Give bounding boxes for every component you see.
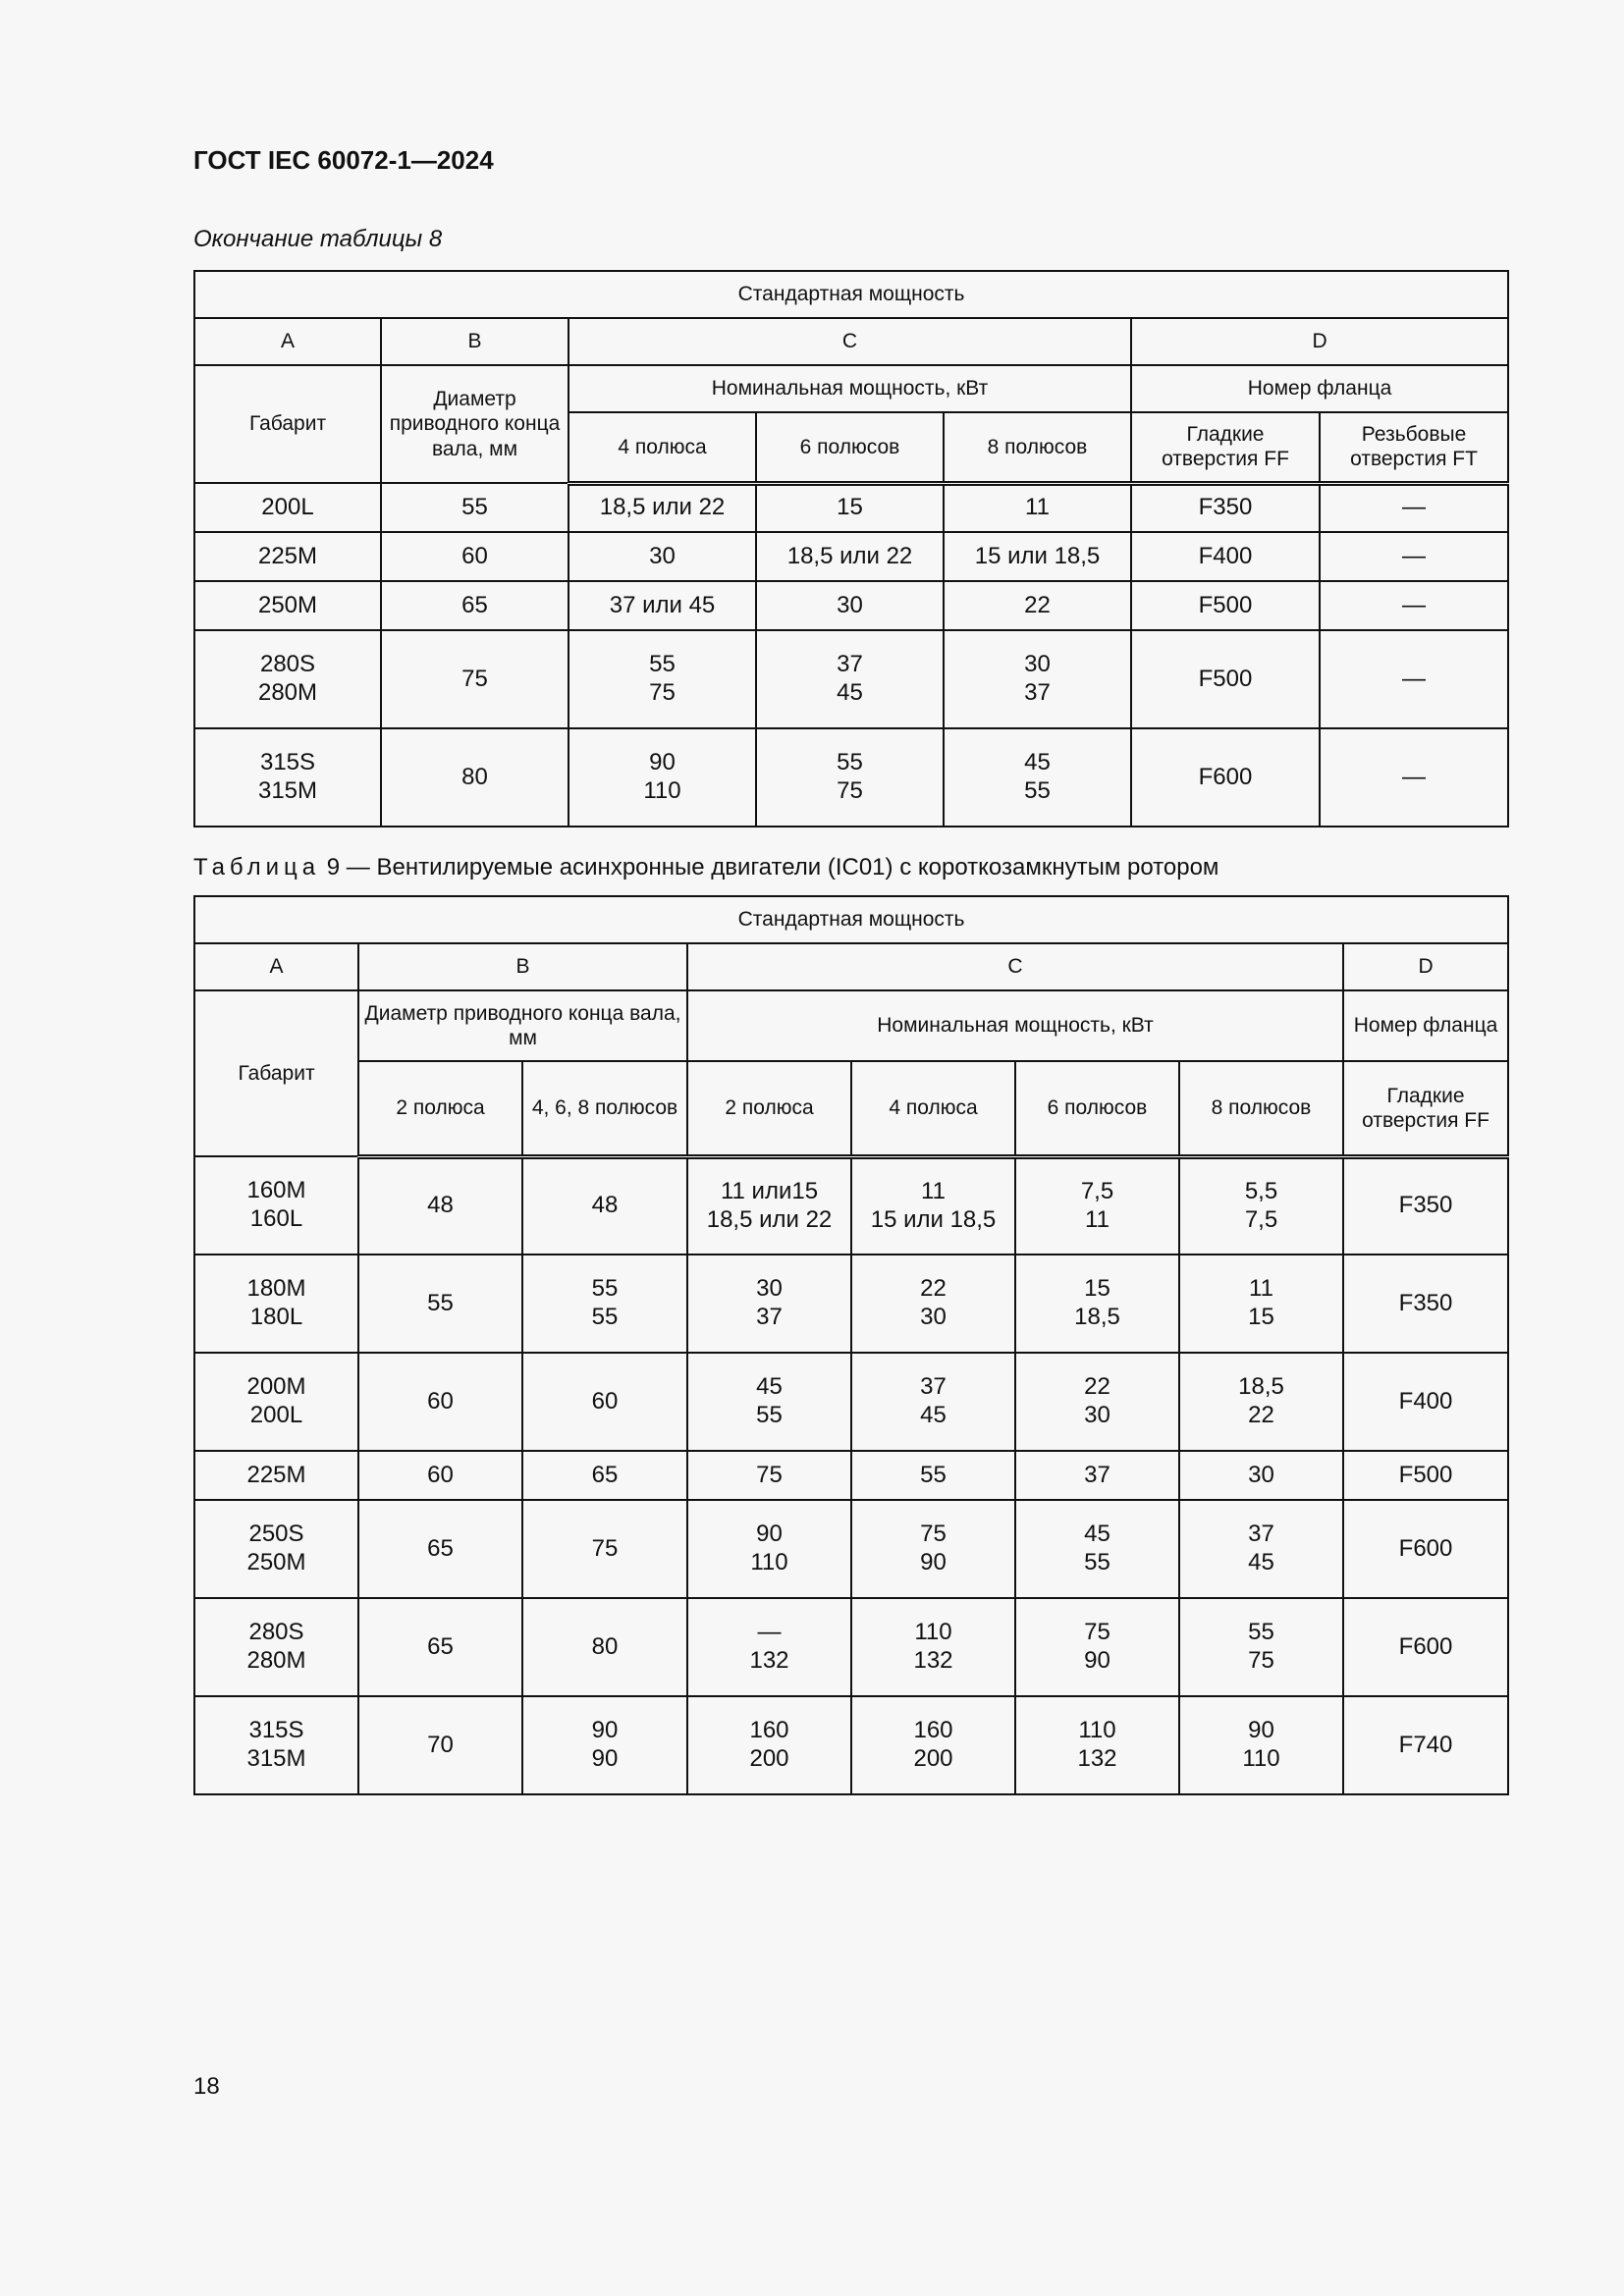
cell-ff: F500: [1131, 581, 1320, 630]
cell-p6-line: 18,5: [1074, 1304, 1120, 1330]
cell-p4-line: 75: [649, 679, 676, 706]
cell-p2: [687, 1255, 851, 1353]
cell-gabarit: [194, 1255, 358, 1353]
table9-sub-4-poles: 4 полюса: [851, 1061, 1015, 1156]
cell-gabarit-line: 200L: [249, 1402, 303, 1428]
cell-gabarit-line: 315M: [246, 1745, 306, 1772]
cell-p6: 15: [756, 483, 944, 532]
cell-ff: F740: [1343, 1696, 1508, 1794]
table9-title: Стандартная мощность: [194, 896, 1508, 943]
cell-diameter: 75: [381, 630, 568, 728]
cell-p4-line: 75: [920, 1521, 947, 1548]
cell-d468: [522, 1255, 687, 1353]
table8-sub-4-poles: 4 полюса: [568, 412, 756, 483]
cell-p6: [1015, 1696, 1179, 1794]
cell-p2-line: 30: [756, 1275, 783, 1303]
table9-sub-8-poles: 8 полюсов: [1179, 1061, 1343, 1156]
table9-col-diameter: Диаметр приводного конца вала, мм: [358, 990, 687, 1061]
cell-d468: 60: [522, 1353, 687, 1451]
cell-gabarit: [194, 1156, 358, 1255]
cell-p8-line: 37: [1248, 1521, 1274, 1548]
cell-p6-line: 11: [1085, 1205, 1110, 1233]
cell-ft: —: [1320, 532, 1508, 581]
cell-ff: F350: [1343, 1255, 1508, 1353]
cell-p8-line: 55: [1024, 777, 1051, 804]
cell-p8: [1179, 1598, 1343, 1696]
cell-diameter: 80: [381, 728, 568, 827]
cell-p4-line: 37: [920, 1373, 947, 1401]
cell-gabarit: 225M: [194, 1451, 358, 1500]
cell-p8: [1179, 1500, 1343, 1598]
cell-p6: [756, 630, 944, 728]
cell-p6: [1015, 1598, 1179, 1696]
table-row: [194, 483, 1508, 532]
cell-gabarit-line: 160M: [246, 1177, 306, 1204]
table9-letter-a: A: [194, 943, 358, 990]
cell-gabarit: [194, 1598, 358, 1696]
cell-p6-line: 45: [837, 679, 863, 706]
table-9: [193, 895, 1509, 1795]
cell-gabarit-line: 180L: [249, 1304, 303, 1330]
table8-col-power: Номинальная мощность, кВт: [568, 365, 1131, 412]
table9-caption-label: Таблица: [193, 854, 321, 881]
table9-letter-b: B: [358, 943, 687, 990]
table9-body: [194, 1156, 1508, 1794]
cell-p2-line: 200: [749, 1745, 789, 1772]
table8-body: [194, 483, 1508, 827]
cell-ff: F350: [1131, 483, 1320, 532]
cell-p4: [568, 728, 756, 827]
cell-ft: —: [1320, 581, 1508, 630]
cell-d468-line: 90: [591, 1745, 619, 1772]
cell-ff: F400: [1343, 1353, 1508, 1451]
table-row: [194, 532, 1508, 581]
cell-gabarit-line: 315M: [257, 777, 318, 804]
table8-sub-threaded-holes: Резьбовые отверстия FT: [1320, 412, 1508, 483]
cell-p6-line: 75: [1084, 1619, 1110, 1646]
cell-ft: —: [1320, 630, 1508, 728]
cell-p6: [1015, 1353, 1179, 1451]
table8-col-gabarit: Габарит: [194, 365, 381, 483]
cell-p4-line: 90: [920, 1549, 947, 1575]
cell-diameter: 65: [381, 581, 568, 630]
cell-p6-line: 75: [837, 777, 863, 804]
cell-gabarit-line: 315S: [248, 1717, 304, 1744]
table-row: [194, 1500, 1508, 1598]
cell-gabarit: 200L: [194, 483, 381, 532]
cell-ff: F400: [1131, 532, 1320, 581]
cell-d2: 48: [358, 1156, 522, 1255]
cell-diameter: 55: [381, 483, 568, 532]
cell-p2-line: 55: [756, 1402, 783, 1428]
cell-p8-line: 15: [1248, 1304, 1274, 1330]
cell-p6: [1015, 1255, 1179, 1353]
table-row: [194, 1696, 1508, 1794]
cell-p8-line: 90: [1248, 1717, 1274, 1744]
cell-p2: [687, 1156, 851, 1255]
cell-d468: [522, 1696, 687, 1794]
cell-p2: [687, 1696, 851, 1794]
cell-p8: [944, 630, 1131, 728]
cell-d468: 48: [522, 1156, 687, 1255]
table9-sub-6-poles: 6 полюсов: [1015, 1061, 1179, 1156]
cell-p8-line: 55: [1248, 1619, 1274, 1646]
cell-diameter: 60: [381, 532, 568, 581]
cell-p8: [1179, 1156, 1343, 1255]
cell-ff: F500: [1131, 630, 1320, 728]
cell-p4: 30: [568, 532, 756, 581]
table8-title: Стандартная мощность: [194, 271, 1508, 318]
cell-p2-line: 45: [756, 1373, 783, 1401]
table8-col-flange: Номер фланца: [1131, 365, 1508, 412]
cell-gabarit-line: 280S: [248, 1619, 304, 1646]
cell-ft: —: [1320, 483, 1508, 532]
cell-p8-line: 110: [1242, 1745, 1280, 1772]
cell-p4-line: 160: [913, 1717, 953, 1744]
cell-p6-line: 22: [1084, 1373, 1110, 1401]
cell-p8-line: 45: [1248, 1549, 1274, 1575]
cell-p6: 37: [1015, 1451, 1179, 1500]
cell-d468-line: 55: [591, 1275, 619, 1303]
table8-sub-6-poles: 6 полюсов: [756, 412, 944, 483]
cell-p8-line: 30: [1024, 651, 1051, 678]
cell-gabarit-line: 200M: [246, 1373, 306, 1401]
cell-p4-line: 45: [920, 1402, 947, 1428]
cell-p4: 55: [851, 1451, 1015, 1500]
table9-sub-diameter-468-poles: 4, 6, 8 полюсов: [522, 1061, 687, 1156]
cell-p6-line: 132: [1077, 1745, 1117, 1772]
table8-caption: Окончание таблицы 8: [193, 226, 443, 252]
cell-p6: [1015, 1156, 1179, 1255]
cell-p4: [568, 630, 756, 728]
cell-p2-line: 11 или15: [720, 1177, 819, 1204]
table9-col-power: Номинальная мощность, кВт: [687, 990, 1343, 1061]
cell-p6-line: 55: [837, 749, 863, 776]
cell-d2: 70: [358, 1696, 522, 1794]
cell-p6-line: 55: [1084, 1549, 1110, 1575]
cell-d2: 55: [358, 1255, 522, 1353]
cell-p8-line: 22: [1248, 1402, 1274, 1428]
cell-p4-line: 132: [913, 1647, 953, 1674]
cell-p2: 75: [687, 1451, 851, 1500]
cell-p4: [851, 1500, 1015, 1598]
cell-p6: 30: [756, 581, 944, 630]
table-row: [194, 1255, 1508, 1353]
cell-p6-line: 45: [1084, 1521, 1110, 1548]
cell-ff: F500: [1343, 1451, 1508, 1500]
cell-ft: —: [1320, 728, 1508, 827]
table8-letter-b: B: [381, 318, 568, 365]
cell-p2-line: 90: [756, 1521, 783, 1548]
cell-p6-line: 37: [837, 651, 863, 678]
cell-p2: [687, 1353, 851, 1451]
cell-p4-line: 200: [913, 1745, 953, 1772]
cell-d468: 65: [522, 1451, 687, 1500]
cell-p8: [1179, 1696, 1343, 1794]
cell-gabarit: [194, 630, 381, 728]
cell-p4-line: 15 или 18,5: [870, 1205, 997, 1233]
cell-gabarit-line: 160L: [249, 1205, 303, 1232]
cell-d468-line: 55: [591, 1304, 619, 1330]
cell-gabarit: 250M: [194, 581, 381, 630]
cell-ff: F600: [1343, 1500, 1508, 1598]
table9-letter-d: D: [1343, 943, 1508, 990]
table-row: [194, 1598, 1508, 1696]
cell-p2-line: —: [757, 1619, 782, 1646]
table-row: [194, 1353, 1508, 1451]
table8-letter-d: D: [1131, 318, 1508, 365]
cell-p2-line: 110: [750, 1549, 788, 1575]
cell-p8-line: 11: [1249, 1275, 1273, 1303]
cell-p4-line: 11: [921, 1177, 946, 1204]
cell-p6: [1015, 1500, 1179, 1598]
cell-p8-line: 7,5: [1244, 1205, 1278, 1233]
cell-p4: [851, 1696, 1015, 1794]
cell-d2: 65: [358, 1500, 522, 1598]
document-header: ГОСТ IEC 60072-1—2024: [193, 145, 494, 175]
cell-gabarit: 225M: [194, 532, 381, 581]
table9-col-gabarit: Габарит: [194, 990, 358, 1156]
cell-ff: F600: [1343, 1598, 1508, 1696]
table9-sub-2-poles: 2 полюса: [687, 1061, 851, 1156]
cell-p4: [851, 1255, 1015, 1353]
cell-p2-line: 18,5 или 22: [706, 1205, 833, 1233]
cell-p8-line: 18,5: [1238, 1373, 1284, 1401]
table8-sub-smooth-holes: Гладкие отверстия FF: [1131, 412, 1320, 483]
cell-p6-line: 7,5: [1080, 1177, 1114, 1204]
cell-p8: 22: [944, 581, 1131, 630]
cell-p2: [687, 1598, 851, 1696]
cell-p6-line: 30: [1084, 1402, 1110, 1428]
cell-gabarit: [194, 1500, 358, 1598]
table-row: [194, 630, 1508, 728]
cell-gabarit-line: 280M: [257, 679, 318, 706]
cell-gabarit-line: 280M: [246, 1647, 306, 1674]
cell-p8: [944, 728, 1131, 827]
table8-col-diameter: Диаметр приводного конца вала, мм: [381, 365, 568, 483]
cell-gabarit-line: 280S: [259, 651, 316, 678]
cell-gabarit: [194, 728, 381, 827]
cell-p4-line: 55: [649, 651, 676, 678]
table-8: [193, 270, 1509, 828]
cell-p2: [687, 1500, 851, 1598]
cell-p8: 11: [944, 483, 1131, 532]
cell-p2-line: 37: [756, 1304, 783, 1330]
cell-d2: 60: [358, 1451, 522, 1500]
cell-gabarit-line: 315S: [259, 749, 316, 776]
cell-d2: 65: [358, 1598, 522, 1696]
table-row: [194, 1451, 1508, 1500]
table9-caption-text: 9 — Вентилируемые асинхронные двигатели (IC01) с короткозамкнутым ротором: [326, 854, 1219, 881]
cell-p6-line: 90: [1084, 1647, 1110, 1674]
cell-p6: 18,5 или 22: [756, 532, 944, 581]
cell-p8: 30: [1179, 1451, 1343, 1500]
cell-gabarit: [194, 1696, 358, 1794]
cell-p2-line: 160: [749, 1717, 789, 1744]
cell-ff: F600: [1131, 728, 1320, 827]
cell-d2: 60: [358, 1353, 522, 1451]
cell-d468: 80: [522, 1598, 687, 1696]
cell-p2-line: 132: [749, 1647, 789, 1674]
table9-col-flange: Номер фланца: [1343, 990, 1508, 1061]
cell-p8-line: 45: [1024, 749, 1051, 776]
cell-p4-line: 30: [920, 1304, 947, 1330]
cell-p8-line: 37: [1024, 679, 1051, 706]
cell-p4: [851, 1353, 1015, 1451]
cell-p4: [851, 1156, 1015, 1255]
cell-d468-line: 90: [591, 1717, 619, 1744]
cell-d468: 75: [522, 1500, 687, 1598]
cell-p8: 15 или 18,5: [944, 532, 1131, 581]
table8-letter-a: A: [194, 318, 381, 365]
page-number: 18: [193, 2073, 220, 2100]
cell-p4-line: 110: [643, 777, 681, 804]
table9-caption: [193, 854, 1218, 881]
cell-p4-line: 90: [649, 749, 676, 776]
cell-p4-line: 22: [920, 1275, 947, 1303]
cell-p4: [851, 1598, 1015, 1696]
table-row: [194, 581, 1508, 630]
cell-p4-line: 110: [914, 1619, 952, 1646]
cell-ff: F350: [1343, 1156, 1508, 1255]
cell-gabarit-line: 250M: [246, 1549, 306, 1575]
table-row: [194, 728, 1508, 827]
cell-p8-line: 75: [1248, 1647, 1274, 1674]
cell-p8: [1179, 1255, 1343, 1353]
cell-p6: [756, 728, 944, 827]
cell-gabarit-line: 250S: [248, 1521, 304, 1548]
cell-gabarit: [194, 1353, 358, 1451]
table8-sub-8-poles: 8 полюсов: [944, 412, 1131, 483]
cell-p6-line: 110: [1078, 1717, 1116, 1744]
table8-letter-c: C: [568, 318, 1131, 365]
cell-p4: 37 или 45: [568, 581, 756, 630]
cell-p4: 18,5 или 22: [568, 483, 756, 532]
table-row: [194, 1156, 1508, 1255]
cell-p6-line: 15: [1084, 1275, 1110, 1303]
cell-p8-line: 5,5: [1244, 1177, 1278, 1204]
cell-gabarit-line: 180M: [246, 1275, 306, 1303]
cell-p8: [1179, 1353, 1343, 1451]
table9-letter-c: C: [687, 943, 1343, 990]
table9-sub-diameter-2-poles: 2 полюса: [358, 1061, 522, 1156]
table9-sub-smooth-holes: Гладкие отверстия FF: [1343, 1061, 1508, 1156]
